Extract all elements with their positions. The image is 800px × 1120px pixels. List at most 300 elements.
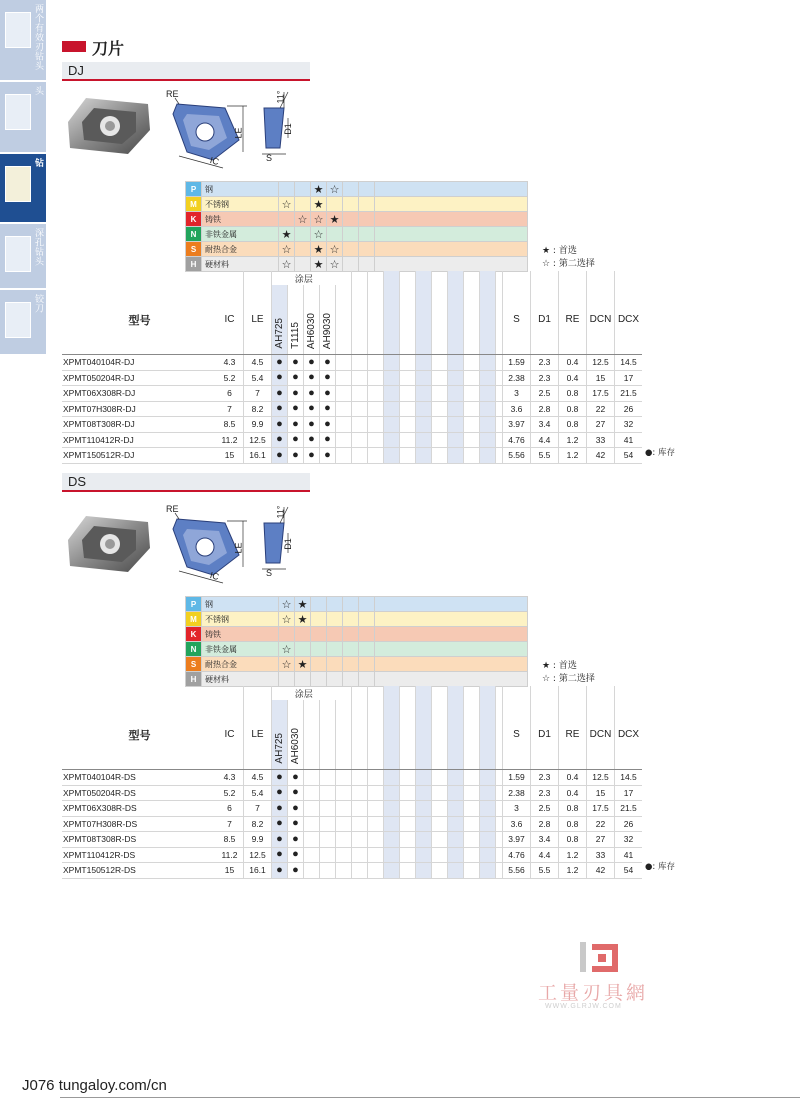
empty-cell [368, 700, 384, 770]
grade-suitability-mark [279, 182, 295, 197]
empty-cell [432, 785, 448, 801]
empty-cell [359, 197, 375, 212]
dcn-value: 33 [587, 847, 615, 863]
empty-cell [320, 770, 336, 786]
empty-cell [480, 271, 496, 285]
grade-label: T1115 [290, 322, 301, 349]
empty-cell [352, 417, 368, 433]
dcx-value: 32 [615, 832, 643, 848]
stock-mark: ● [320, 370, 336, 386]
empty-cell [359, 597, 375, 612]
d1-value: 2.8 [531, 401, 559, 417]
empty-cell [400, 386, 416, 402]
empty-cell [416, 832, 432, 848]
empty-cell [352, 271, 368, 285]
empty-cell [336, 863, 352, 879]
s-value: 1.59 [503, 355, 531, 371]
empty-cell [464, 700, 480, 770]
grade-label: AH6030 [290, 727, 301, 764]
empty-cell [559, 271, 587, 285]
empty-cell [368, 432, 384, 448]
material-name: 钢 [202, 597, 279, 612]
ic-label: IC [208, 155, 221, 167]
material-code: M [186, 197, 202, 212]
empty-cell [375, 257, 528, 272]
empty-cell [359, 642, 375, 657]
empty-cell [304, 700, 320, 770]
ic-value: 4.3 [216, 355, 244, 371]
empty-cell [464, 386, 480, 402]
grade-suitability-mark [327, 672, 343, 687]
watermark-text: 工量刃具網 [538, 982, 649, 1004]
empty-cell [480, 832, 496, 848]
empty-cell [432, 285, 448, 355]
material-name: 非铁金属 [202, 642, 279, 657]
stock-mark: ● [272, 801, 288, 817]
grade-label: AH9030 [322, 312, 333, 349]
empty-cell [464, 801, 480, 817]
stock-mark: ● [320, 417, 336, 433]
d1-value: 3.4 [531, 832, 559, 848]
angle-label: 11° [275, 505, 286, 519]
sidebar-tab-3[interactable] [0, 224, 46, 290]
empty-cell [464, 816, 480, 832]
empty-cell [375, 182, 528, 197]
section-header-dj [62, 62, 310, 81]
empty-cell [464, 355, 480, 371]
empty-cell [496, 770, 503, 786]
table-row [62, 816, 642, 832]
empty-cell [432, 847, 448, 863]
material-name: 硬材料 [202, 672, 279, 687]
empty-cell [496, 863, 503, 879]
empty-cell [448, 386, 464, 402]
empty-cell [416, 816, 432, 832]
model-header: 型号 [62, 700, 216, 770]
empty-cell [400, 401, 416, 417]
grade-suitability-mark [311, 672, 327, 687]
le-value: 8.2 [244, 401, 272, 417]
ic-value: 5.2 [216, 370, 244, 386]
empty-cell [336, 801, 352, 817]
empty-cell [384, 386, 400, 402]
stock-mark: ● [304, 432, 320, 448]
header-row [62, 285, 642, 355]
material-name: 铸铁 [202, 627, 279, 642]
empty-cell [448, 417, 464, 433]
grade-label: AH725 [274, 318, 285, 349]
dcn-value: 17.5 [587, 801, 615, 817]
material-row [186, 227, 528, 242]
grade-header [304, 285, 320, 355]
dcx-value: 21.5 [615, 386, 643, 402]
stock-mark: ● [272, 832, 288, 848]
le-value: 5.4 [244, 370, 272, 386]
empty-cell [368, 785, 384, 801]
d1-value: 2.5 [531, 801, 559, 817]
grade-header [272, 285, 288, 355]
empty-cell [384, 417, 400, 433]
empty-cell [359, 212, 375, 227]
empty-cell [448, 686, 464, 700]
empty-cell [480, 847, 496, 863]
empty-cell [343, 627, 359, 642]
grade-header [288, 700, 304, 770]
stock-mark: ● [288, 432, 304, 448]
grade-suitability-mark [295, 257, 311, 272]
material-code: K [186, 627, 202, 642]
sidebar-tab-1[interactable] [0, 82, 56, 154]
grade-suitability-mark: ★ [311, 197, 327, 212]
empty-cell [416, 686, 432, 700]
empty-cell [375, 627, 528, 642]
empty-cell [343, 597, 359, 612]
empty-cell [343, 182, 359, 197]
empty-cell [448, 770, 464, 786]
empty-cell [480, 686, 496, 700]
empty-cell [416, 801, 432, 817]
empty-cell [448, 355, 464, 371]
empty-cell [531, 686, 559, 700]
empty-cell [343, 227, 359, 242]
stock-mark: ● [304, 417, 320, 433]
d1-value: 2.8 [531, 816, 559, 832]
table-row [62, 448, 642, 464]
coating-header: 涂层 [294, 273, 313, 284]
stock-mark: ● [288, 801, 304, 817]
ic-value: 8.5 [216, 832, 244, 848]
le-value: 5.4 [244, 785, 272, 801]
material-row [186, 642, 528, 657]
empty-cell [480, 801, 496, 817]
empty-cell [480, 863, 496, 879]
empty-cell [432, 700, 448, 770]
empty-cell [400, 863, 416, 879]
empty-cell [352, 448, 368, 464]
dcx-header: DCX [615, 285, 643, 355]
stock-mark: ● [272, 401, 288, 417]
legend-second: ☆ : 第二选择 [542, 674, 595, 684]
empty-cell [304, 832, 320, 848]
empty-cell [384, 686, 400, 700]
grade-suitability-mark: ☆ [279, 242, 295, 257]
stock-mark: ● [320, 432, 336, 448]
empty-cell [559, 686, 587, 700]
grade-suitability-mark: ☆ [279, 642, 295, 657]
stock-mark: ● [304, 370, 320, 386]
material-row [186, 257, 528, 272]
ic-value: 7 [216, 401, 244, 417]
deep-hole-drill-icon [5, 236, 31, 272]
stock-mark: ● [288, 863, 304, 879]
grade-suitability-mark [295, 227, 311, 242]
angle-label: 11° [275, 90, 286, 104]
sidebar-tab-0[interactable] [0, 0, 46, 82]
material-code: S [186, 657, 202, 672]
material-name: 不锈钢 [202, 197, 279, 212]
ic-header: IC [216, 700, 244, 770]
empty-cell [432, 801, 448, 817]
model-code: XPMT06X308R-DJ [62, 386, 216, 402]
grade-suitability-mark [295, 242, 311, 257]
insert-photo [62, 92, 154, 158]
stock-mark: ● [288, 770, 304, 786]
re-value: 0.8 [559, 417, 587, 433]
empty-cell [432, 386, 448, 402]
empty-cell [496, 785, 503, 801]
empty-cell [336, 285, 352, 355]
d1-value: 4.4 [531, 847, 559, 863]
stock-mark: ● [272, 863, 288, 879]
sidebar-tab-label: 两个有效刃钻头 [33, 4, 43, 71]
empty-cell [384, 355, 400, 371]
empty-cell [384, 770, 400, 786]
material-row [186, 627, 528, 642]
empty-cell [336, 370, 352, 386]
empty-cell [368, 816, 384, 832]
stock-mark: ● [272, 355, 288, 371]
empty-cell [352, 401, 368, 417]
indexable-drill-icon [5, 166, 31, 202]
empty-cell [368, 863, 384, 879]
empty-cell [432, 355, 448, 371]
empty-cell [400, 785, 416, 801]
empty-cell [375, 242, 528, 257]
empty-cell [352, 432, 368, 448]
empty-cell [480, 370, 496, 386]
grade-suitability-mark: ☆ [279, 657, 295, 672]
sidebar-tab-2[interactable] [0, 154, 56, 224]
re-value: 0.8 [559, 816, 587, 832]
empty-cell [320, 785, 336, 801]
empty-cell [480, 785, 496, 801]
empty-cell [359, 657, 375, 672]
dcx-value: 54 [615, 448, 643, 464]
empty-cell [352, 386, 368, 402]
empty-cell [448, 401, 464, 417]
empty-cell [368, 386, 384, 402]
empty-cell [375, 227, 528, 242]
empty-cell [464, 832, 480, 848]
re-header: RE [559, 285, 587, 355]
sidebar-tab-label: 可转位式浅孔钻 [33, 158, 56, 215]
empty-cell [352, 832, 368, 848]
le-value: 9.9 [244, 832, 272, 848]
re-header: RE [559, 700, 587, 770]
grade-suitability-mark [311, 627, 327, 642]
ic-header: IC [216, 285, 244, 355]
empty-cell [384, 847, 400, 863]
empty-cell [416, 847, 432, 863]
le-value: 9.9 [244, 417, 272, 433]
empty-cell [384, 271, 400, 285]
table-row [62, 370, 642, 386]
ic-value: 4.3 [216, 770, 244, 786]
stock-mark: ● [288, 370, 304, 386]
d1-label: D1 [282, 538, 293, 550]
dcx-header: DCX [615, 700, 643, 770]
empty-cell [496, 355, 503, 371]
page-title: 刀片 [92, 39, 125, 58]
stock-mark: ● [272, 386, 288, 402]
grade-suitability-mark [311, 597, 327, 612]
empty-cell [416, 386, 432, 402]
empty-cell [480, 770, 496, 786]
model-header: 型号 [62, 285, 216, 355]
page-number: J076 [22, 1077, 55, 1094]
empty-cell [336, 700, 352, 770]
material-code: N [186, 227, 202, 242]
dcx-value: 54 [615, 863, 643, 879]
empty-cell [480, 816, 496, 832]
empty-cell [448, 432, 464, 448]
dcn-value: 33 [587, 432, 615, 448]
sidebar-tab-4[interactable] [0, 290, 46, 356]
empty-cell [384, 785, 400, 801]
re-label: RE [166, 89, 179, 99]
stock-mark: ● [304, 355, 320, 371]
grade-suitability-mark: ★ [311, 242, 327, 257]
material-row [186, 657, 528, 672]
grade-suitability-mark: ☆ [311, 227, 327, 242]
re-label: RE [166, 504, 179, 514]
stock-mark: ● [304, 386, 320, 402]
drill-icon [5, 94, 31, 130]
material-name: 不锈钢 [202, 612, 279, 627]
empty-cell [432, 770, 448, 786]
grade-suitability-mark: ★ [311, 257, 327, 272]
empty-cell [615, 271, 643, 285]
empty-cell [416, 770, 432, 786]
empty-cell [336, 785, 352, 801]
re-value: 0.4 [559, 770, 587, 786]
empty-cell [336, 686, 352, 700]
ic-value: 6 [216, 386, 244, 402]
empty-cell [368, 847, 384, 863]
empty-cell [400, 686, 416, 700]
empty-cell [368, 801, 384, 817]
material-name: 钢 [202, 182, 279, 197]
empty-cell [352, 370, 368, 386]
s-header: S [503, 700, 531, 770]
grade-suitability-mark [327, 642, 343, 657]
stock-mark: ● [304, 401, 320, 417]
grade-suitability-mark: ☆ [279, 197, 295, 212]
stock-mark: ● [320, 355, 336, 371]
dcx-value: 14.5 [615, 770, 643, 786]
empty-cell [352, 285, 368, 355]
stock-mark: ● [288, 386, 304, 402]
material-name: 铸铁 [202, 212, 279, 227]
empty-cell [352, 847, 368, 863]
empty-cell [336, 832, 352, 848]
empty-cell [368, 401, 384, 417]
s-header: S [503, 285, 531, 355]
table-row [62, 847, 642, 863]
empty-cell [368, 285, 384, 355]
empty-cell [464, 686, 480, 700]
grade-suitability-mark [295, 627, 311, 642]
empty-cell [480, 401, 496, 417]
coating-header: 涂层 [294, 688, 313, 699]
ic-value: 15 [216, 448, 244, 464]
le-header: LE [244, 700, 272, 770]
grade-suitability-mark [327, 227, 343, 242]
empty-cell [480, 386, 496, 402]
empty-cell [416, 863, 432, 879]
grade-suitability-mark [311, 642, 327, 657]
grade-suitability-mark [295, 197, 311, 212]
s-value: 5.56 [503, 863, 531, 879]
material-name: 耐热合金 [202, 242, 279, 257]
empty-cell [448, 816, 464, 832]
insert-photo [62, 510, 154, 576]
empty-cell [384, 370, 400, 386]
stock-mark: ● [288, 417, 304, 433]
re-value: 1.2 [559, 863, 587, 879]
d1-value: 2.3 [531, 770, 559, 786]
material-row [186, 212, 528, 227]
empty-cell [336, 401, 352, 417]
stock-mark: ● [288, 401, 304, 417]
site-link[interactable]: tungaloy.com/cn [58, 1077, 167, 1094]
watermark-logo [578, 940, 622, 976]
empty-cell [416, 370, 432, 386]
s-value: 4.76 [503, 847, 531, 863]
empty-cell [384, 285, 400, 355]
empty-cell [496, 801, 503, 817]
empty-cell [384, 448, 400, 464]
grade-suitability-mark: ☆ [311, 212, 327, 227]
stock-mark: ● [288, 816, 304, 832]
empty-cell [432, 432, 448, 448]
empty-cell [432, 370, 448, 386]
material-code: M [186, 612, 202, 627]
empty-cell [375, 672, 528, 687]
empty-cell [343, 197, 359, 212]
model-code: XPMT110412R-DS [62, 847, 216, 863]
empty-cell [400, 770, 416, 786]
empty-cell [432, 271, 448, 285]
empty-cell [368, 355, 384, 371]
dcn-value: 12.5 [587, 355, 615, 371]
empty-cell [503, 271, 531, 285]
empty-cell [432, 816, 448, 832]
ic-label: IC [208, 570, 221, 582]
empty-cell [464, 770, 480, 786]
grade-header [272, 700, 288, 770]
empty-cell [587, 686, 615, 700]
s-value: 3.6 [503, 401, 531, 417]
legend-second: ☆ : 第二选择 [542, 259, 595, 269]
re-value: 1.2 [559, 448, 587, 464]
grade-suitability-mark: ☆ [279, 612, 295, 627]
s-label: S [266, 153, 273, 163]
empty-cell [352, 700, 368, 770]
empty-cell [496, 686, 503, 700]
ic-value: 15 [216, 863, 244, 879]
material-name: 非铁金属 [202, 227, 279, 242]
ic-value: 6 [216, 801, 244, 817]
empty-cell [496, 285, 503, 355]
empty-cell [464, 401, 480, 417]
empty-cell [359, 627, 375, 642]
s-value: 1.59 [503, 770, 531, 786]
re-value: 1.2 [559, 432, 587, 448]
stock-mark: ● [272, 432, 288, 448]
empty-cell [352, 863, 368, 879]
product-table-dj [62, 271, 642, 464]
